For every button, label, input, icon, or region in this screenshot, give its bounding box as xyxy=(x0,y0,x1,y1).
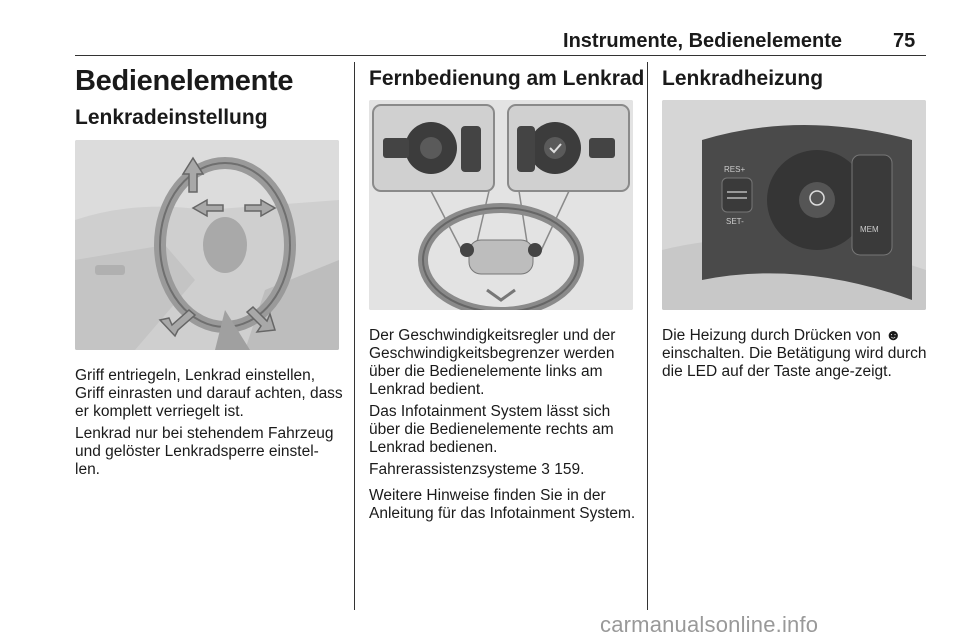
driver-assistance-reference: Fahrerassistenzsysteme 3 159. xyxy=(369,461,585,478)
watermark: carmanualsonline.info xyxy=(600,612,819,637)
steering-wheel-remote-controls-illustration xyxy=(369,100,633,310)
res-plus-label: RES+ xyxy=(724,165,746,174)
section-heading: Bedienelemente xyxy=(75,65,294,97)
steering-heating-button-illustration xyxy=(662,100,926,310)
steering-adjust-paragraph-2: Lenkrad nur bei stehendem Fahrzeug und gelöster Lenkradsperre einstel-len. xyxy=(75,425,334,478)
set-minus-label: SET- xyxy=(726,217,744,226)
running-header-title: Instrumente, Bedienelemente xyxy=(563,30,842,52)
column-divider-2 xyxy=(647,62,648,610)
remote-control-paragraph-1: Der Geschwindigkeitsregler und der Geschwindigkeitsbegrenzer werden über die Bedienelemente links am Lenkrad bedient. xyxy=(369,327,616,398)
column-divider-1 xyxy=(354,62,355,610)
subsection-heading-steering-adjust: Lenkradeinstellung xyxy=(75,106,268,129)
page-number: 75 xyxy=(893,30,916,52)
header-rule xyxy=(75,55,926,56)
section-heading-remote-control: Fernbedienung am Lenkrad xyxy=(369,67,645,90)
remote-control-paragraph-2: Das Infotainment System lässt sich über die Bedienelemente rechts am Lenkrad bedienen. xyxy=(369,403,614,456)
mem-label: MEM xyxy=(860,225,879,234)
steering-heating-paragraph: Die Heizung durch Drücken von ☻ einschalten. Die Betätigung wird durch die LED auf der Taste ange-zeigt. xyxy=(662,327,927,380)
steering-adjust-paragraph-1: Griff entriegeln, Lenkrad einstellen, Griff einrasten und darauf achten, dass er komplett verriegelt ist. xyxy=(75,367,343,420)
section-heading-steering-heating: Lenkradheizung xyxy=(662,67,824,90)
remote-control-paragraph-4: Weitere Hinweise finden Sie in der Anleitung für das Infotainment System. xyxy=(369,487,636,522)
steering-adjustment-illustration xyxy=(75,140,339,350)
